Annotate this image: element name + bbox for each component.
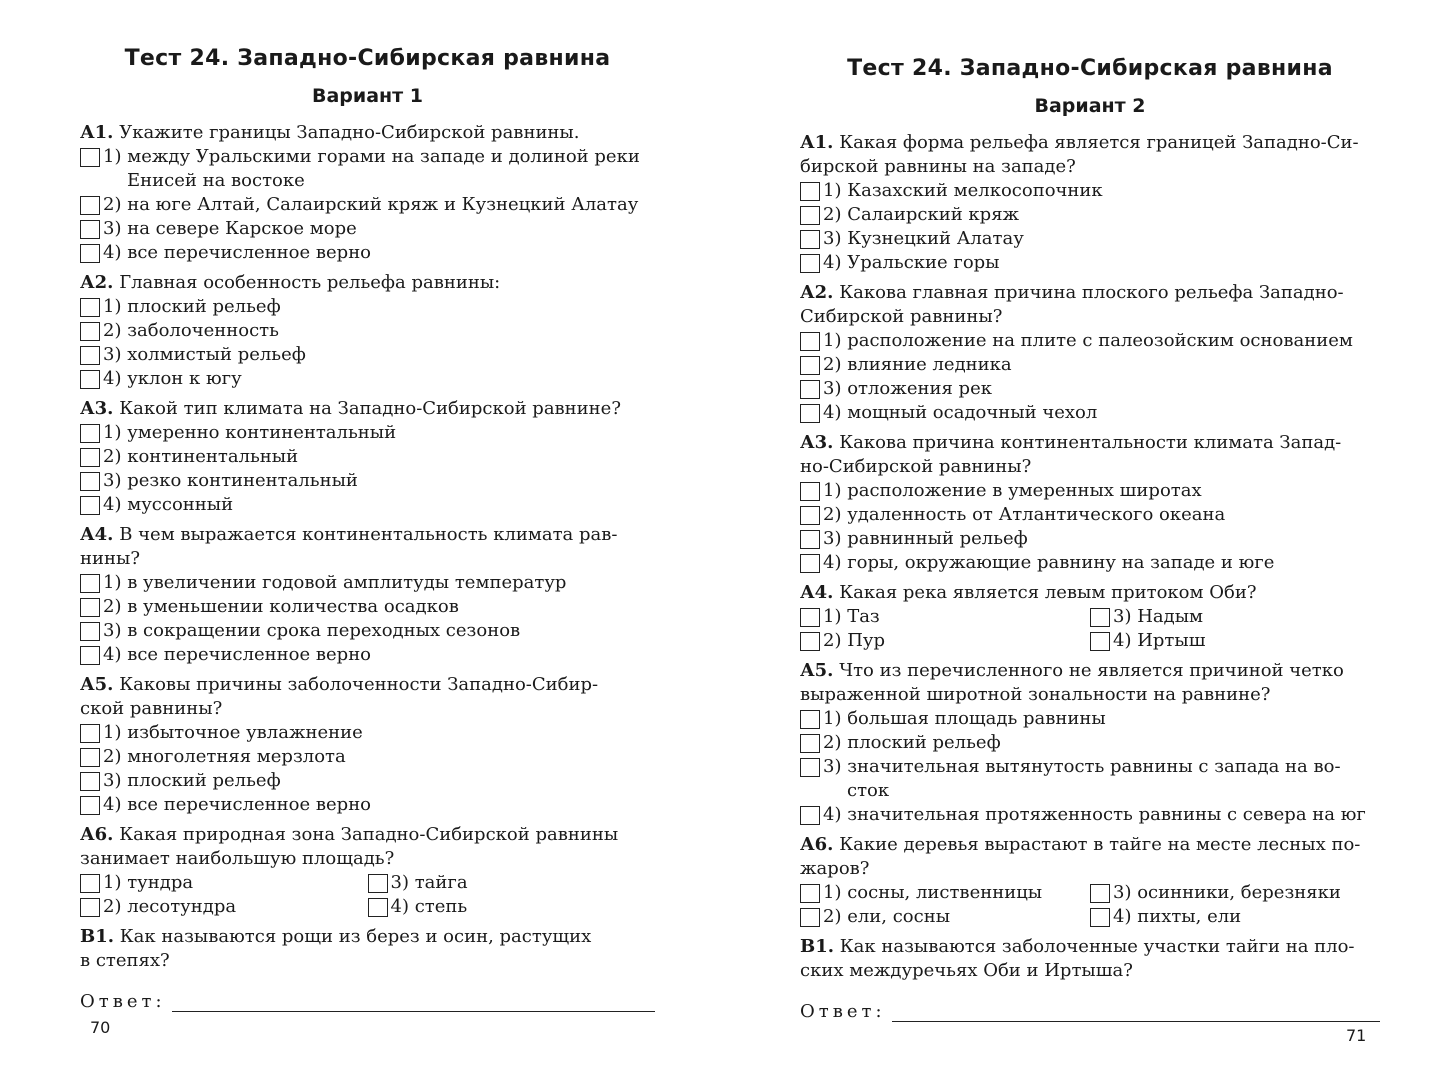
option-line: 1) в увеличении годовой амплитуды температур — [103, 572, 567, 593]
question-4 — [800, 659, 1380, 827]
question-number: А4. — [80, 524, 114, 545]
option-list — [800, 479, 1380, 575]
option-line: 3) равнинный рельеф — [823, 528, 1028, 549]
answer-option[interactable] — [80, 643, 655, 667]
question-list — [80, 121, 655, 973]
option-line: 2) лесотундра — [103, 896, 237, 917]
option-list — [80, 295, 655, 391]
option-line: 1) Казахский мелкосопочник — [823, 180, 1103, 201]
question-text — [800, 455, 1380, 479]
checkbox[interactable] — [800, 506, 820, 525]
option-line: 2) влияние ледника — [823, 354, 1012, 375]
answer-row — [800, 1001, 1380, 1022]
option-line: 3) тайга — [390, 872, 468, 893]
question-text — [80, 847, 655, 871]
option-text — [103, 871, 193, 895]
question-line: Главная особенность рельефа равнины: — [119, 272, 501, 293]
checkbox[interactable] — [80, 196, 100, 215]
checkbox[interactable] — [800, 908, 820, 927]
checkbox[interactable] — [800, 206, 820, 225]
answer-option[interactable] — [80, 367, 655, 391]
option-line: 4) значительная протяженность равнины с севера на юг — [823, 804, 1366, 825]
answer-option[interactable] — [800, 503, 1380, 527]
option-line: 3) на севере Карское море — [103, 218, 357, 239]
checkbox[interactable] — [800, 332, 820, 351]
question-text — [800, 659, 1380, 683]
answer-option[interactable] — [800, 179, 1380, 203]
answer-option[interactable] — [800, 527, 1380, 551]
option-line: 3) в сокращении срока переходных сезонов — [103, 620, 521, 641]
option-text — [823, 251, 1000, 275]
answer-option[interactable] — [800, 881, 1090, 905]
checkbox[interactable] — [800, 554, 820, 573]
checkbox[interactable] — [80, 472, 100, 491]
question-number: В1. — [80, 926, 115, 947]
answer-option[interactable] — [80, 295, 655, 319]
checkbox[interactable] — [80, 724, 100, 743]
checkbox[interactable] — [800, 254, 820, 273]
option-line: 3) резко континентальный — [103, 470, 358, 491]
checkbox[interactable] — [800, 608, 820, 627]
option-text — [823, 353, 1012, 377]
page-number: 71 — [1346, 1026, 1367, 1045]
question-1 — [80, 271, 655, 391]
checkbox[interactable] — [80, 574, 100, 593]
option-list — [800, 605, 1380, 653]
question-text — [800, 833, 1380, 857]
answer-option[interactable] — [800, 707, 1380, 731]
question-line: в степях? — [80, 950, 170, 971]
question-text — [800, 935, 1380, 959]
option-list — [800, 881, 1380, 929]
question-6 — [800, 935, 1380, 983]
option-text — [103, 595, 459, 619]
option-line: 4) Иртыш — [1113, 630, 1206, 651]
question-line: Какие деревья вырастают в тайге на месте лесных по- — [839, 834, 1361, 855]
answer-option[interactable] — [800, 203, 1380, 227]
option-text — [1113, 629, 1205, 653]
option-line: 4) муссонный — [103, 494, 234, 515]
checkbox[interactable] — [800, 530, 820, 549]
answer-option[interactable] — [80, 493, 655, 517]
option-line: 4) все перечисленное верно — [103, 242, 372, 263]
checkbox[interactable] — [80, 646, 100, 665]
question-text — [80, 121, 655, 145]
checkbox[interactable] — [800, 230, 820, 249]
option-text — [823, 551, 1274, 575]
answer-option[interactable] — [80, 793, 655, 817]
option-text — [823, 605, 880, 629]
checkbox[interactable] — [80, 874, 100, 893]
option-text — [823, 479, 1202, 503]
option-text — [103, 745, 346, 769]
option-text — [103, 217, 357, 241]
question-line: Что из перечисленного не является причиной четко — [839, 660, 1344, 681]
option-line: 1) избыточное увлажнение — [103, 722, 363, 743]
option-text — [103, 145, 640, 193]
checkbox[interactable] — [80, 346, 100, 365]
answer-option[interactable] — [80, 769, 655, 793]
test-title: Тест 24. Западно-Сибирская равнина — [124, 46, 611, 71]
option-list — [80, 871, 655, 919]
question-number: А1. — [80, 122, 114, 143]
answer-option[interactable] — [80, 193, 655, 217]
question-number: А6. — [80, 824, 114, 845]
question-line: Сибирской равнины? — [800, 306, 1003, 327]
option-text — [103, 643, 371, 667]
question-0 — [800, 131, 1380, 275]
answer-option[interactable] — [80, 445, 655, 469]
question-text — [800, 959, 1380, 983]
option-text — [103, 895, 236, 919]
option-line: 2) на юге Алтай, Салаирский кряж и Кузнецкий Алатау — [103, 194, 639, 215]
option-text — [823, 905, 950, 929]
answer-option[interactable] — [80, 319, 655, 343]
option-text — [103, 343, 306, 367]
answer-option[interactable] — [80, 571, 655, 595]
question-2 — [800, 431, 1380, 575]
question-text — [80, 547, 655, 571]
answer-option[interactable] — [80, 421, 655, 445]
answer-label: Ответ: — [800, 1001, 886, 1022]
option-text — [103, 769, 281, 793]
question-1 — [800, 281, 1380, 425]
checkbox[interactable] — [800, 758, 820, 777]
option-text — [391, 871, 468, 895]
question-number: А6. — [800, 834, 834, 855]
page-right — [800, 0, 1380, 1080]
checkbox[interactable] — [80, 448, 100, 467]
question-number: А2. — [80, 272, 114, 293]
option-text — [823, 329, 1353, 353]
option-text — [103, 493, 233, 517]
checkbox[interactable] — [80, 772, 100, 791]
checkbox[interactable] — [368, 898, 388, 917]
option-text — [103, 445, 298, 469]
answer-option[interactable] — [80, 217, 655, 241]
answer-option[interactable] — [80, 469, 655, 493]
option-line: 3) осинники, березняки — [1113, 882, 1341, 903]
checkbox[interactable] — [80, 322, 100, 341]
checkbox[interactable] — [1090, 884, 1110, 903]
question-number: А4. — [800, 582, 834, 603]
question-number: А5. — [800, 660, 834, 681]
answer-option[interactable] — [1090, 881, 1380, 905]
checkbox[interactable] — [800, 806, 820, 825]
option-text — [103, 241, 371, 265]
question-text — [80, 271, 655, 295]
option-text — [103, 721, 363, 745]
option-line: 1) умеренно континентальный — [103, 422, 397, 443]
checkbox[interactable] — [80, 748, 100, 767]
question-line: Укажите границы Западно-Сибирской равнины. — [119, 122, 580, 143]
question-4 — [80, 673, 655, 817]
variant-label: Вариант 2 — [1034, 95, 1146, 117]
question-line: В чем выражается континентальность климата рав- — [119, 524, 618, 545]
option-text — [823, 881, 1042, 905]
option-line: 4) все перечисленное верно — [103, 644, 372, 665]
option-line: 1) сосны, лиственницы — [823, 882, 1043, 903]
option-text — [103, 295, 281, 319]
option-line: 1) Таз — [823, 606, 880, 627]
answer-option[interactable] — [80, 721, 655, 745]
question-number: А2. — [800, 282, 834, 303]
question-5 — [800, 833, 1380, 929]
option-line: 2) в уменьшении количества осадков — [103, 596, 459, 617]
answer-option[interactable] — [80, 241, 655, 265]
option-line: 3) отложения рек — [823, 378, 992, 399]
answer-option[interactable] — [800, 605, 1090, 629]
question-line: Какова главная причина плоского рельефа Западно- — [839, 282, 1344, 303]
question-line: Какая река является левым притоком Оби? — [839, 582, 1257, 603]
question-text — [80, 697, 655, 721]
question-2 — [80, 397, 655, 517]
option-line: 1) плоский рельеф — [103, 296, 281, 317]
answer-option[interactable] — [800, 479, 1380, 503]
question-line: Какова причина континентальности климата Запад- — [839, 432, 1342, 453]
answer-option[interactable] — [1090, 629, 1380, 653]
question-line: нины? — [80, 548, 140, 569]
option-text — [823, 179, 1103, 203]
checkbox[interactable] — [80, 148, 100, 167]
checkbox[interactable] — [80, 370, 100, 389]
question-line: Каковы причины заболоченности Западно-Сибир- — [119, 674, 599, 695]
option-text — [103, 571, 566, 595]
option-text — [1113, 905, 1241, 929]
option-text — [823, 401, 1097, 425]
question-6 — [80, 925, 655, 973]
option-text — [1113, 881, 1341, 905]
option-text — [823, 527, 1028, 551]
page-number: 70 — [90, 1018, 111, 1037]
checkbox[interactable] — [800, 404, 820, 423]
option-line: 2) многолетняя мерзлота — [103, 746, 346, 767]
answer-option[interactable] — [800, 329, 1380, 353]
answer-option[interactable] — [80, 745, 655, 769]
option-text — [103, 619, 520, 643]
option-list — [800, 329, 1380, 425]
question-line: Какой тип климата на Западно-Сибирской равнине? — [119, 398, 621, 419]
option-line: 4) мощный осадочный чехол — [823, 402, 1098, 423]
option-text — [823, 707, 1106, 731]
answer-option[interactable] — [80, 595, 655, 619]
checkbox[interactable] — [80, 424, 100, 443]
option-text — [823, 803, 1366, 827]
question-text — [800, 857, 1380, 881]
answer-option[interactable] — [800, 353, 1380, 377]
option-text — [103, 421, 396, 445]
answer-option[interactable] — [368, 895, 656, 919]
answer-option[interactable] — [800, 551, 1380, 575]
answer-row — [80, 991, 655, 1012]
checkbox[interactable] — [800, 356, 820, 375]
option-text — [103, 469, 358, 493]
question-line: жаров? — [800, 858, 870, 879]
option-line: 1) большая площадь равнины — [823, 708, 1106, 729]
option-line: 1) между Уральскими горами на западе и долиной реки — [103, 146, 640, 167]
option-text — [1113, 605, 1203, 629]
option-line: 3) Надым — [1113, 606, 1204, 627]
answer-option[interactable] — [80, 895, 368, 919]
question-line: бирской равнины на западе? — [800, 156, 1076, 177]
question-line: занимает наибольшую площадь? — [80, 848, 395, 869]
option-list — [800, 179, 1380, 275]
answer-option[interactable] — [800, 803, 1380, 827]
answer-option[interactable] — [800, 227, 1380, 251]
option-list — [800, 707, 1380, 827]
option-list — [80, 721, 655, 817]
option-line: Енисей на востоке — [127, 170, 305, 191]
option-text — [823, 377, 992, 401]
checkbox[interactable] — [80, 220, 100, 239]
question-text — [800, 131, 1380, 155]
checkbox[interactable] — [80, 298, 100, 317]
option-text — [823, 203, 1019, 227]
question-number: А3. — [80, 398, 114, 419]
question-text — [80, 949, 655, 973]
answer-field[interactable] — [172, 994, 655, 1012]
option-line: 3) холмистый рельеф — [103, 344, 306, 365]
answer-field[interactable] — [892, 1004, 1380, 1022]
option-line: 4) степь — [390, 896, 468, 917]
option-line: 4) уклон к югу — [103, 368, 242, 389]
checkbox[interactable] — [1090, 632, 1110, 651]
page-left — [80, 0, 655, 1080]
variant-label: Вариант 1 — [311, 85, 423, 107]
checkbox[interactable] — [800, 884, 820, 903]
option-line: 2) ели, сосны — [823, 906, 951, 927]
option-line: 4) все перечисленное верно — [103, 794, 372, 815]
option-text — [823, 227, 1024, 251]
option-text — [103, 367, 242, 391]
question-text — [80, 925, 655, 949]
answer-option[interactable] — [80, 871, 368, 895]
option-text — [823, 629, 885, 653]
answer-option[interactable] — [800, 731, 1380, 755]
question-line: Как называются рощи из берез и осин, растущих — [119, 926, 592, 947]
question-text — [80, 397, 655, 421]
question-line: ской равнины? — [80, 698, 223, 719]
checkbox[interactable] — [800, 734, 820, 753]
checkbox[interactable] — [80, 898, 100, 917]
option-line: 2) Салаирский кряж — [823, 204, 1020, 225]
option-line: 2) плоский рельеф — [823, 732, 1001, 753]
question-text — [800, 155, 1380, 179]
option-text — [103, 319, 279, 343]
checkbox[interactable] — [1090, 908, 1110, 927]
question-line: Как называются заболоченные участки тайги на пло- — [839, 936, 1355, 957]
question-line: Какая форма рельефа является границей Западно-Си- — [839, 132, 1359, 153]
option-text — [823, 503, 1225, 527]
option-text — [823, 731, 1001, 755]
question-text — [800, 281, 1380, 305]
question-line: ских междуречьях Оби и Иртыша? — [800, 960, 1133, 981]
question-number: А1. — [800, 132, 834, 153]
option-line: 2) континентальный — [103, 446, 299, 467]
answer-option[interactable] — [1090, 905, 1380, 929]
question-3 — [800, 581, 1380, 653]
test-title: Тест 24. Западно-Сибирская равнина — [847, 56, 1333, 81]
option-list — [80, 571, 655, 667]
option-text — [103, 193, 638, 217]
answer-option[interactable] — [80, 343, 655, 367]
option-line: 4) Уральские горы — [823, 252, 1000, 273]
option-line: 2) удаленность от Атлантического океана — [823, 504, 1226, 525]
option-line: 2) заболоченность — [103, 320, 279, 341]
option-list — [80, 145, 655, 265]
question-text — [800, 683, 1380, 707]
question-number: В1. — [800, 936, 835, 957]
option-line: 3) значительная вытянутость равнины с запада на во- — [823, 756, 1341, 777]
option-line: 1) расположение на плите с палеозойским основанием — [823, 330, 1353, 351]
checkbox[interactable] — [80, 796, 100, 815]
checkbox[interactable] — [800, 632, 820, 651]
question-line: но-Сибирской равнины? — [800, 456, 1032, 477]
question-number: А3. — [800, 432, 834, 453]
answer-option[interactable] — [800, 755, 1380, 803]
option-line: 4) горы, окружающие равнину на западе и юге — [823, 552, 1275, 573]
answer-option[interactable] — [1090, 605, 1380, 629]
option-line: 4) пихты, ели — [1113, 906, 1242, 927]
answer-option[interactable] — [800, 629, 1090, 653]
question-list — [800, 131, 1380, 983]
option-line: 3) плоский рельеф — [103, 770, 281, 791]
answer-option[interactable] — [800, 905, 1090, 929]
option-text — [823, 755, 1341, 803]
answer-option[interactable] — [800, 251, 1380, 275]
option-line: 3) Кузнецкий Алатау — [823, 228, 1024, 249]
question-5 — [80, 823, 655, 919]
checkbox[interactable] — [80, 622, 100, 641]
question-number: А5. — [80, 674, 114, 695]
option-line: 1) тундра — [103, 872, 194, 893]
checkbox[interactable] — [80, 244, 100, 263]
checkbox[interactable] — [800, 182, 820, 201]
option-list — [80, 421, 655, 517]
answer-option[interactable] — [80, 619, 655, 643]
option-line: сток — [847, 780, 890, 801]
question-3 — [80, 523, 655, 667]
answer-option[interactable] — [800, 377, 1380, 401]
answer-option[interactable] — [800, 401, 1380, 425]
option-text — [103, 793, 371, 817]
checkbox[interactable] — [368, 874, 388, 893]
option-text — [391, 895, 468, 919]
question-0 — [80, 121, 655, 265]
question-text — [80, 823, 655, 847]
answer-option[interactable] — [368, 871, 656, 895]
answer-label: Ответ: — [80, 991, 166, 1012]
question-text — [800, 581, 1380, 605]
checkbox[interactable] — [80, 598, 100, 617]
question-text — [800, 305, 1380, 329]
question-text — [80, 673, 655, 697]
checkbox[interactable] — [800, 482, 820, 501]
answer-option[interactable] — [80, 145, 655, 193]
question-text — [80, 523, 655, 547]
question-line: Какая природная зона Западно-Сибирской равнины — [119, 824, 619, 845]
checkbox[interactable] — [800, 710, 820, 729]
option-line: 1) расположение в умеренных широтах — [823, 480, 1202, 501]
option-line: 2) Пур — [823, 630, 886, 651]
checkbox[interactable] — [80, 496, 100, 515]
question-line: выраженной широтной зональности на равнине? — [800, 684, 1271, 705]
question-text — [800, 431, 1380, 455]
checkbox[interactable] — [1090, 608, 1110, 627]
checkbox[interactable] — [800, 380, 820, 399]
